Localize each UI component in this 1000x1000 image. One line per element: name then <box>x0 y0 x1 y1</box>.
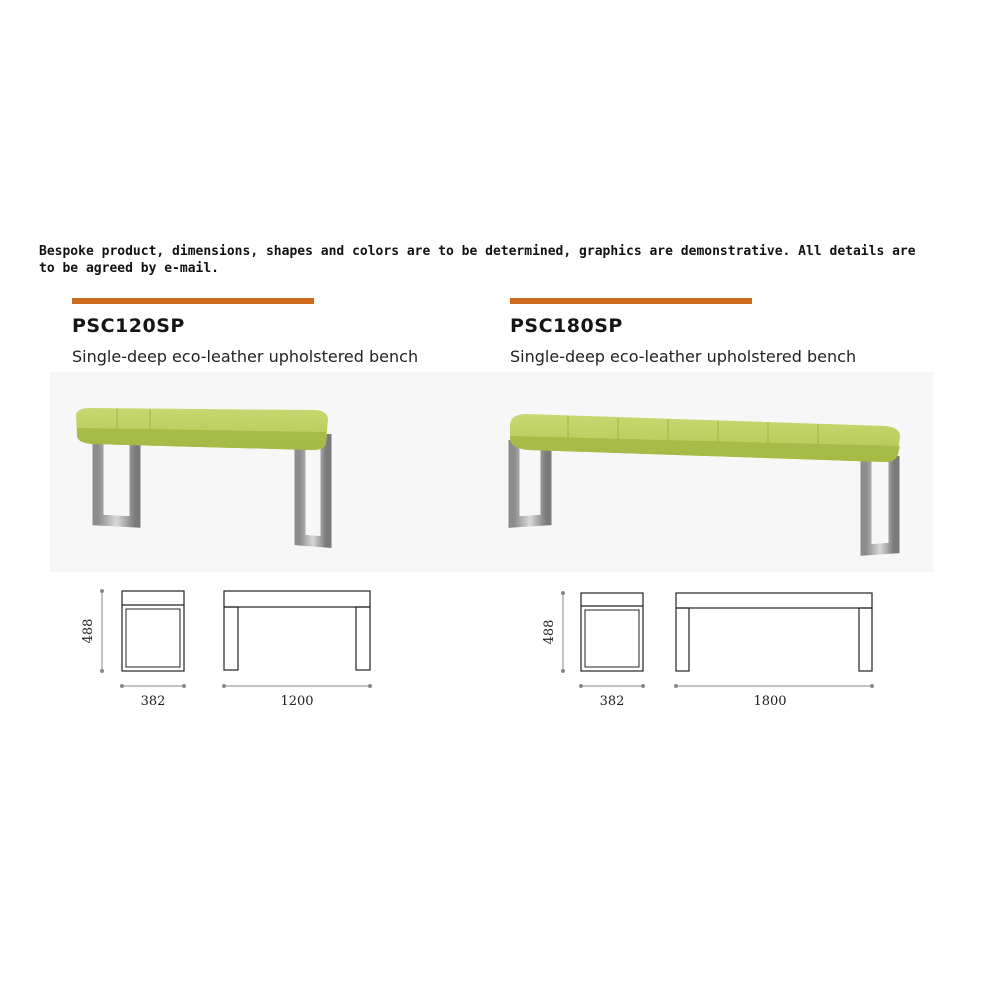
height-label: 488 <box>81 618 96 644</box>
product-card-psc120sp <box>72 298 512 718</box>
depth-label: 382 <box>599 694 625 709</box>
length-label: 1800 <box>753 694 787 709</box>
product-card-psc180sp <box>510 298 950 718</box>
product-description: Single-deep eco-leather upholstered bench <box>72 347 419 366</box>
dimension-drawing <box>500 588 950 718</box>
bench-photo <box>50 372 495 572</box>
product-code: PSC120SP <box>72 315 185 337</box>
accent-bar <box>72 298 314 304</box>
product-code: PSC180SP <box>510 315 623 337</box>
length-label: 1200 <box>280 694 314 709</box>
bench-photo <box>488 372 933 572</box>
height-label: 488 <box>542 619 557 645</box>
accent-bar <box>510 298 752 304</box>
depth-label: 382 <box>140 694 166 709</box>
product-description: Single-deep eco-leather upholstered bench <box>510 347 857 366</box>
disclaimer-notice: Bespoke product, dimensions, shapes and colors are to be determined, graphics are demonstrative. All details are to be agreed by e-mail. <box>39 244 916 276</box>
dimension-drawing <box>62 588 512 718</box>
